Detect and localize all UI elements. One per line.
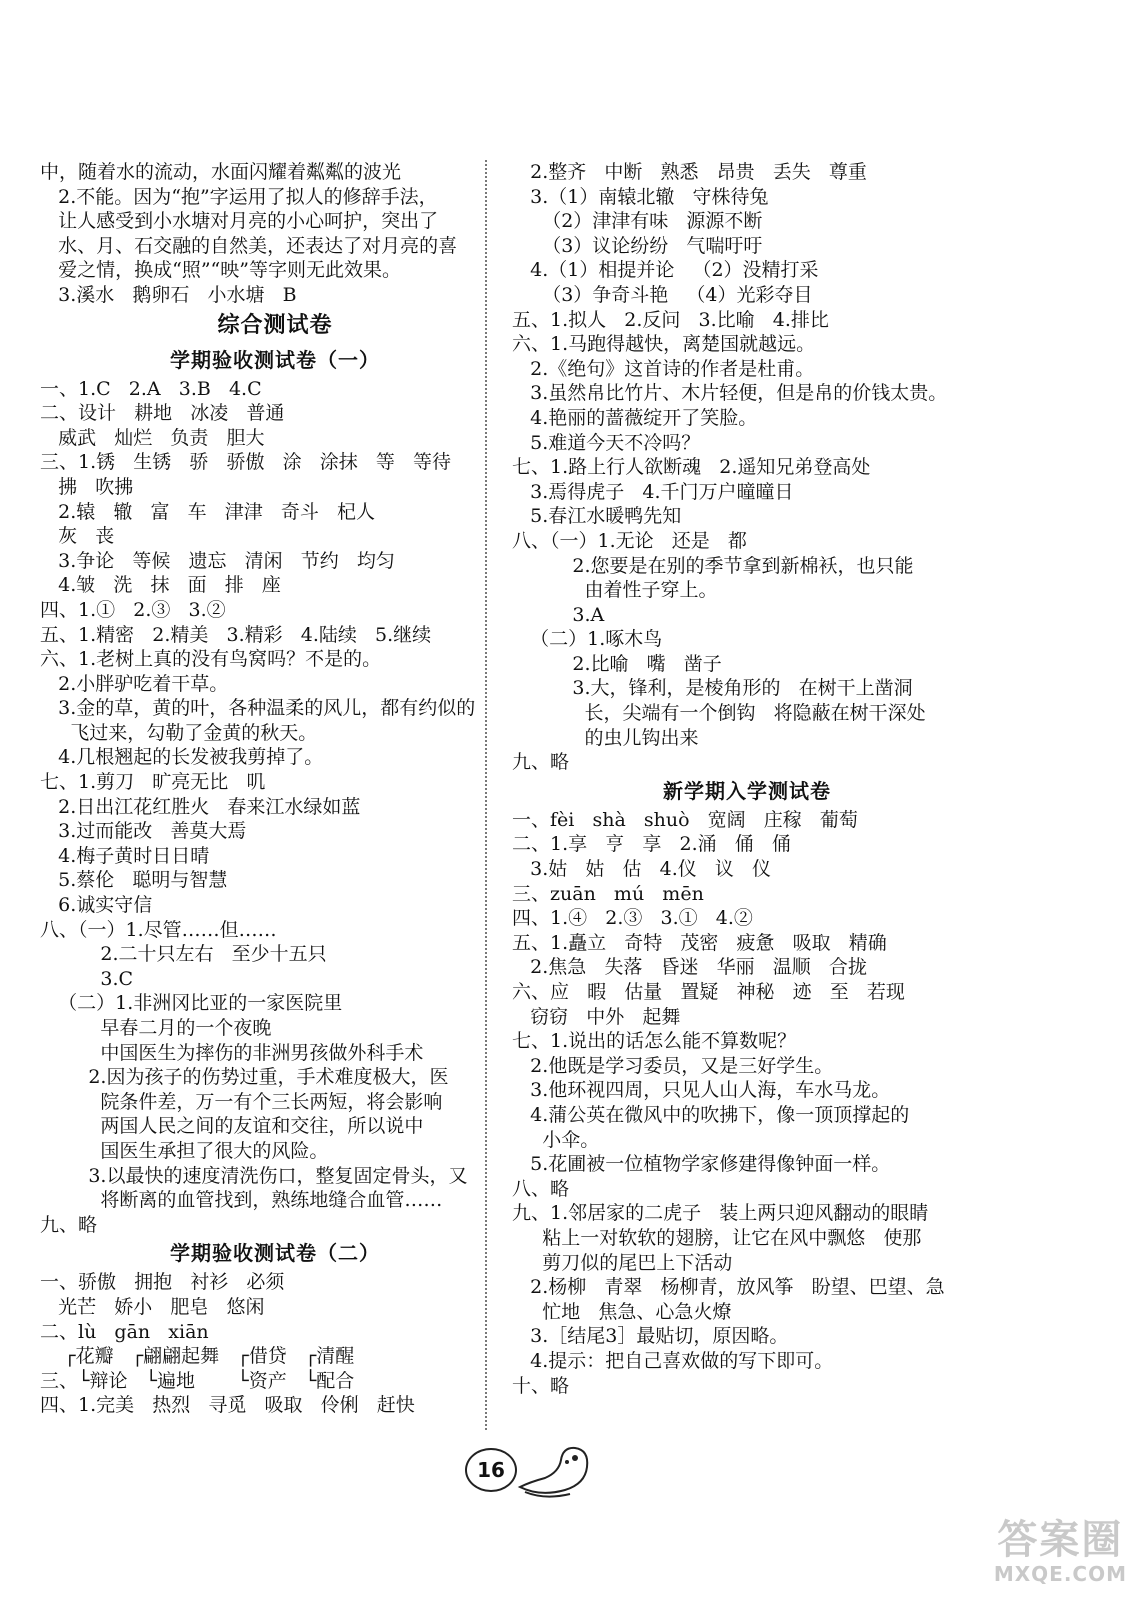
answer-line: 2.日出江花红胜火 春来江水绿如蓝 (40, 795, 361, 818)
answer-line: 二、lù gān xiān (40, 1320, 209, 1343)
answer-line: 七、1.路上行人欲断魂 2.遥知兄弟登高处 (512, 456, 871, 479)
page-number: 16 (465, 1448, 517, 1492)
answer-line: 4.梅子黄时日日晴 (40, 844, 210, 867)
answer-line: 灰 丧 (40, 525, 115, 548)
answer-line: 六、应 暇 估量 置疑 神秘 迹 至 若现 (512, 981, 905, 1003)
answer-line: 六、1.老树上真的没有鸟窝吗？不是的。 (40, 648, 382, 671)
answer-line: 八、（一）1.无论 还是 都 (512, 529, 747, 552)
answer-line: 四、1.完美 热烈 寻觅 吸取 伶俐 赶快 (40, 1394, 415, 1417)
answer-line: 水、月、石交融的自然美，还表达了对月亮的喜 (40, 234, 458, 257)
answer-line: 九、略 (40, 1213, 98, 1236)
answer-line: （2）津津有味 源源不断 (512, 210, 763, 233)
answer-line: 三、zuān mú mēn (512, 882, 704, 905)
answer-line: 将断离的血管找到，熟练地缝合血管…… (40, 1189, 443, 1212)
answer-line: ┌花瓣 ┌翩翩起舞 ┌借贷 ┌清醒 (40, 1345, 355, 1368)
answer-line: （二）1.啄木鸟 (512, 628, 663, 651)
answer-line: 窃窃 中外 起舞 (512, 1005, 681, 1028)
answer-line: 二、1.享 亨 享 2.涌 俑 俑 (512, 833, 791, 856)
answer-line: 让人感受到小水塘对月亮的小心呵护，突出了 (40, 210, 439, 233)
answer-line: 5.蔡伦 聪明与智慧 (40, 869, 228, 892)
answer-line: 2.不能。因为“抱”字运用了拟人的修辞手法， (40, 185, 438, 208)
answer-line: 中国医生为摔伤的非洲男孩做外科手术 (40, 1041, 424, 1064)
answer-line: 早春二月的一个夜晚 (40, 1017, 272, 1039)
answer-line: 4.（1）相提并论 （2）没精打采 (512, 259, 819, 282)
section-heading: 综合测试卷 (217, 312, 333, 338)
answer-line: 的虫儿钩出来 (512, 726, 699, 749)
answer-line: 三、1.锈 生锈 骄 骄傲 涂 涂抹 等 等待 (40, 451, 451, 474)
answer-line: 五、1.拟人 2.反问 3.比喻 4.排比 (512, 308, 829, 331)
column-divider (485, 160, 487, 1430)
answer-line: 粘上一对软软的翅膀，让它在风中飘悠 使那 (512, 1226, 922, 1249)
answer-line: 3.金的草，黄的叶，各种温柔的风儿，都有约似的 (40, 697, 476, 720)
answer-line: 2.辕 辙 富 车 津津 奇斗 杞人 (40, 500, 375, 523)
answer-line: 中，随着水的流动，水面闪耀着粼粼的波光 (40, 161, 402, 183)
answer-line: 两国人民之间的友谊和交往，所以说中 (40, 1115, 424, 1138)
section-heading: 新学期入学测试卷 (663, 778, 831, 803)
answer-line: 五、1.精密 2.精美 3.精彩 4.陆续 5.继续 (40, 623, 432, 646)
answer-line: 4.艳丽的蔷薇绽开了笑脸。 (512, 406, 758, 429)
answer-line: 5.难道今天不冷吗？ (512, 431, 701, 454)
answer-line: 3.以最快的速度清洗伤口，整复固定骨头，又 (40, 1164, 468, 1187)
answer-line: 一、fèi shà shuò 宽阔 庄稼 葡萄 (512, 808, 858, 831)
answer-line: 七、1.说出的话怎么能不算数呢？ (512, 1030, 797, 1053)
answer-line: 2.《绝句》这首诗的作者是杜甫。 (512, 357, 815, 380)
page-footer (455, 1440, 605, 1510)
answer-line: 2.小胖驴吃着干草。 (40, 672, 229, 695)
answer-line: 2.您要是在别的季节拿到新棉袄，也只能 (512, 554, 914, 577)
answer-line: 拂 吹拂 (40, 475, 134, 498)
cartoon-mascot-icon (515, 1442, 595, 1502)
answer-line: 3.争论 等候 遗忘 清闲 节约 均匀 (40, 549, 395, 572)
answer-line: 三、└辩论 └遍地 └资产 └配合 (40, 1369, 355, 1392)
left-column (40, 160, 510, 1418)
answer-line: 6.诚实守信 (40, 894, 153, 917)
answer-line: 忙地 焦急、心急火燎 (512, 1300, 732, 1323)
answer-line: 3.（1）南辕北辙 守株待兔 (512, 185, 769, 208)
answer-line: 十、略 (512, 1374, 570, 1397)
answer-line: 小伞。 (512, 1128, 600, 1151)
answer-line: 八、（一）1.尽管……但…… (40, 918, 277, 941)
answer-line: 3.他环视四周，只见人山人海，车水马龙。 (512, 1079, 891, 1102)
answer-line: 国医生承担了很大的风险。 (40, 1139, 329, 1162)
answer-line: 4.几根翘起的长发被我剪掉了。 (40, 746, 324, 769)
answer-line: 3.溪水 鹅卵石 小水塘 B (40, 283, 297, 306)
answer-line: 3.C (40, 967, 134, 990)
section-heading: 学期验收测试卷（一） (170, 347, 380, 372)
answer-line: 3.姑 姑 估 4.仪 议 仪 (512, 858, 771, 881)
answer-line: 四、1.① 2.③ 3.② (40, 598, 226, 621)
right-column (512, 160, 982, 1398)
answer-line: 4.提示：把自己喜欢做的写下即可。 (512, 1349, 834, 1372)
answer-line: 五、1.矗立 奇特 茂密 疲惫 吸取 精确 (512, 931, 887, 954)
answer-line: 六、1.马跑得越快，离楚国就越远。 (512, 333, 816, 356)
answer-line: 由着性子穿上。 (512, 579, 718, 602)
answer-line: 九、1.邻居家的二虎子 装上两只迎风翻动的眼睛 (512, 1202, 929, 1225)
answer-line: 2.比喻 嘴 凿子 (512, 652, 722, 675)
answer-line: 2.焦急 失落 昏迷 华丽 温顺 合拢 (512, 956, 867, 979)
answer-line: 威武 灿烂 负责 胆大 (40, 426, 265, 449)
answer-line: 3.大，锋利，是棱角形的 在树干上凿洞 (512, 677, 913, 700)
answer-line: 2.整齐 中断 熟悉 昂贵 丢失 尊重 (512, 161, 867, 183)
answer-line: （3）议论纷纷 气喘吁吁 (512, 234, 763, 257)
answer-line: 4.蒲公英在微风中的吹拂下，像一顶顶撑起的 (512, 1103, 910, 1126)
answer-line: 4.皱 洗 抹 面 排 座 (40, 574, 281, 597)
answer-line: 二、设计 耕地 冰凌 普通 (40, 402, 285, 425)
watermark: 答案圈 MXQE.COM (993, 1517, 1127, 1586)
answer-line: 2.杨柳 青翠 杨柳青，放风筝 盼望、巴望、急 (512, 1276, 945, 1299)
answer-line: 3.［结尾3］最贴切，原因略。 (512, 1325, 789, 1348)
answer-line: （3）争奇斗艳 （4）光彩夺目 (512, 283, 813, 306)
answer-line: 光芒 娇小 肥皂 悠闲 (40, 1295, 265, 1318)
answer-line: 爱之情，换成“照”“映”等字则无此效果。 (40, 259, 401, 282)
answer-line: 3.虽然帛比竹片、木片轻便，但是帛的价钱太贵。 (512, 382, 948, 405)
answer-line: （二）1.非洲冈比亚的一家医院里 (40, 992, 343, 1015)
answer-line: 飞过来，勾勒了金黄的秋天。 (40, 721, 318, 744)
answer-line: 3.过而能改 善莫大焉 (40, 820, 247, 843)
answer-line: 2.因为孩子的伤势过重，手术难度极大，医 (40, 1066, 449, 1089)
answer-line: 九、略 (512, 751, 570, 774)
answer-line: 一、骄傲 拥抱 衬衫 必须 (40, 1271, 285, 1294)
answer-line: 2.他既是学习委员，又是三好学生。 (512, 1054, 834, 1077)
answer-line: 长，尖端有一个倒钩 将隐蔽在树干深处 (512, 702, 926, 725)
section-heading: 学期验收测试卷（二） (170, 1241, 380, 1266)
answer-line: 3.A (512, 603, 605, 626)
answer-line: 剪刀似的尾巴上下活动 (512, 1251, 733, 1274)
answer-line: 七、1.剪刀 旷亮无比 叽 (40, 771, 266, 794)
answer-line: 四、1.④ 2.③ 3.① 4.② (512, 907, 753, 930)
answer-line: 院条件差，万一有个三长两短，将会影响 (40, 1090, 443, 1113)
answer-line: 2.二十只左右 至少十五只 (40, 943, 327, 966)
answer-line: 3.焉得虎子 4.千门万户曈曈日 (512, 480, 794, 503)
answer-line: 5.花圃被一位植物学家修建得像钟面一样。 (512, 1153, 891, 1176)
answer-line: 一、1.C 2.A 3.B 4.C (40, 377, 262, 400)
answer-line: 5.春江水暖鸭先知 (512, 505, 682, 528)
answer-line: 八、略 (512, 1177, 570, 1200)
